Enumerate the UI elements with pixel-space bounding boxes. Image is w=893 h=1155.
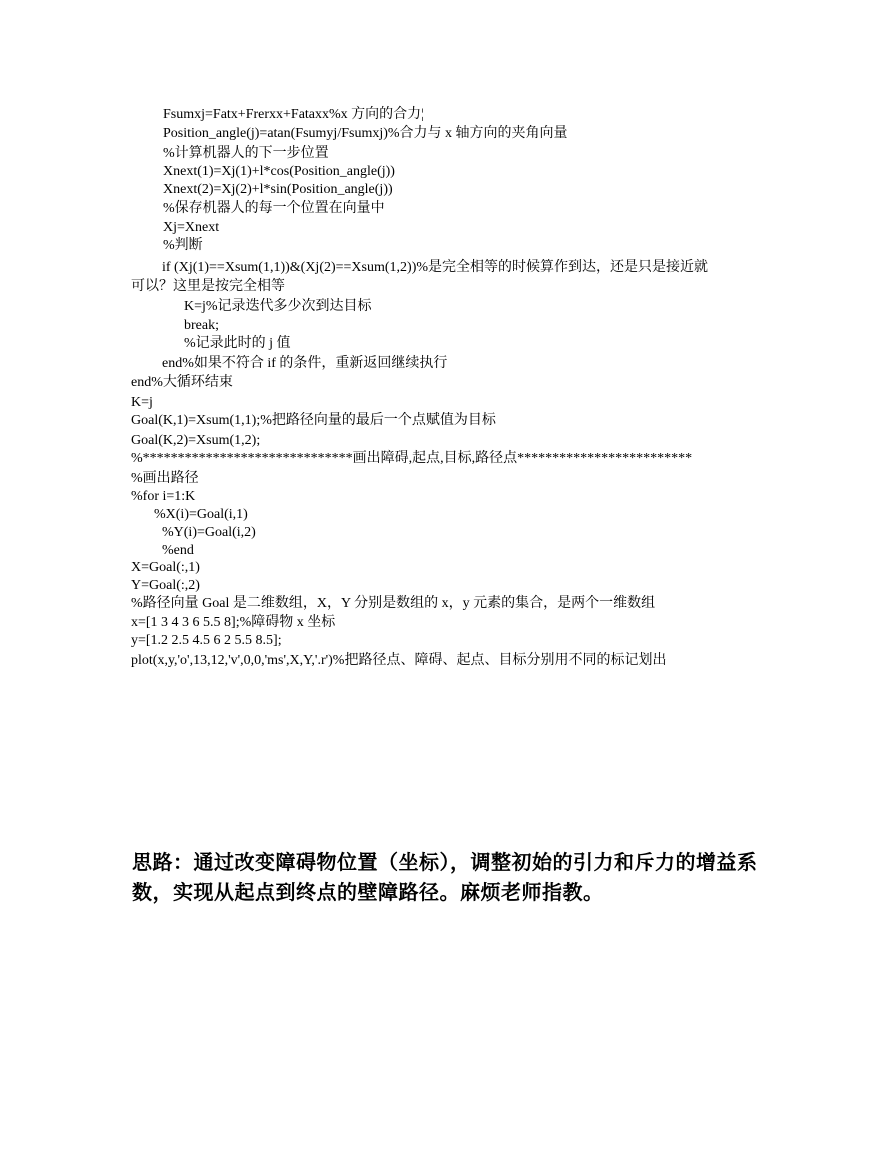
code-line: %画出路径 [131,471,199,486]
code-line: %******************************画出障碍,起点,目标,路径点************************* [131,451,693,466]
code-line: end%如果不符合 if 的条件，重新返回继续执行 [162,356,448,371]
code-line: K=j%记录迭代多少次到达目标 [184,299,372,314]
code-line: Xnext(1)=Xj(1)+l*cos(Position_angle(j)) [163,164,395,179]
code-line: %end [162,543,194,558]
code-line: %计算机器人的下一步位置 [163,146,329,161]
code-line: X=Goal(:,1) [131,560,200,575]
code-line: %路径向量 Goal 是二维数组，X，Y 分别是数组的 x，y 元素的集合，是两个一维数组 [131,596,656,611]
code-line: y=[1.2 2.5 4.5 6 2 5.5 8.5]; [131,633,282,648]
code-line: end%大循环结束 [131,375,233,390]
code-line: break; [184,318,219,333]
code-line: Xnext(2)=Xj(2)+l*sin(Position_angle(j)) [163,182,393,197]
code-line: %判断 [163,238,203,253]
code-line: Xj=Xnext [163,220,220,235]
code-line: if (Xj(1)==Xsum(1,1))&(Xj(2)==Xsum(1,2))%是完全相等的时候算作到达，还是只是接近就 [162,260,709,275]
code-line: %记录此时的 j 值 [184,336,291,351]
code-line: %X(i)=Goal(i,1) [154,507,248,522]
code-line: %Y(i)=Goal(i,2) [162,525,256,540]
code-line: K=j [131,395,153,410]
code-line: %保存机器人的每一个位置在向量中 [163,201,385,216]
code-line: 可以？这里是按完全相等 [131,279,285,294]
code-line: Y=Goal(:,2) [131,578,200,593]
code-line: x=[1 3 4 3 6 5.5 8];%障碍物 x 坐标 [131,615,336,630]
code-line: Goal(K,1)=Xsum(1,1);%把路径向量的最后一个点赋值为目标 [131,413,496,428]
code-line: plot(x,y,'o',13,12,'v',0,0,'ms',X,Y,'.r')%把路径点、障碍、起点、目标分别用不同的标记划出 [131,653,667,668]
code-line: %for i=1:K [131,489,196,504]
code-line: Position_angle(j)=atan(Fsumyj/Fsumxj)%合力与 x 轴方向的夹角向量 [163,126,568,141]
code-line: Goal(K,2)=Xsum(1,2); [131,433,261,448]
idea-note: 思路：通过改变障碍物位置（坐标），调整初始的引力和斥力的增益系数，实现从起点到终点的壁障路径。麻烦老师指教。 [132,850,758,904]
code-line: Fsumxj=Fatx+Frerxx+Fataxx%x 方向的合力¦ [163,107,424,122]
